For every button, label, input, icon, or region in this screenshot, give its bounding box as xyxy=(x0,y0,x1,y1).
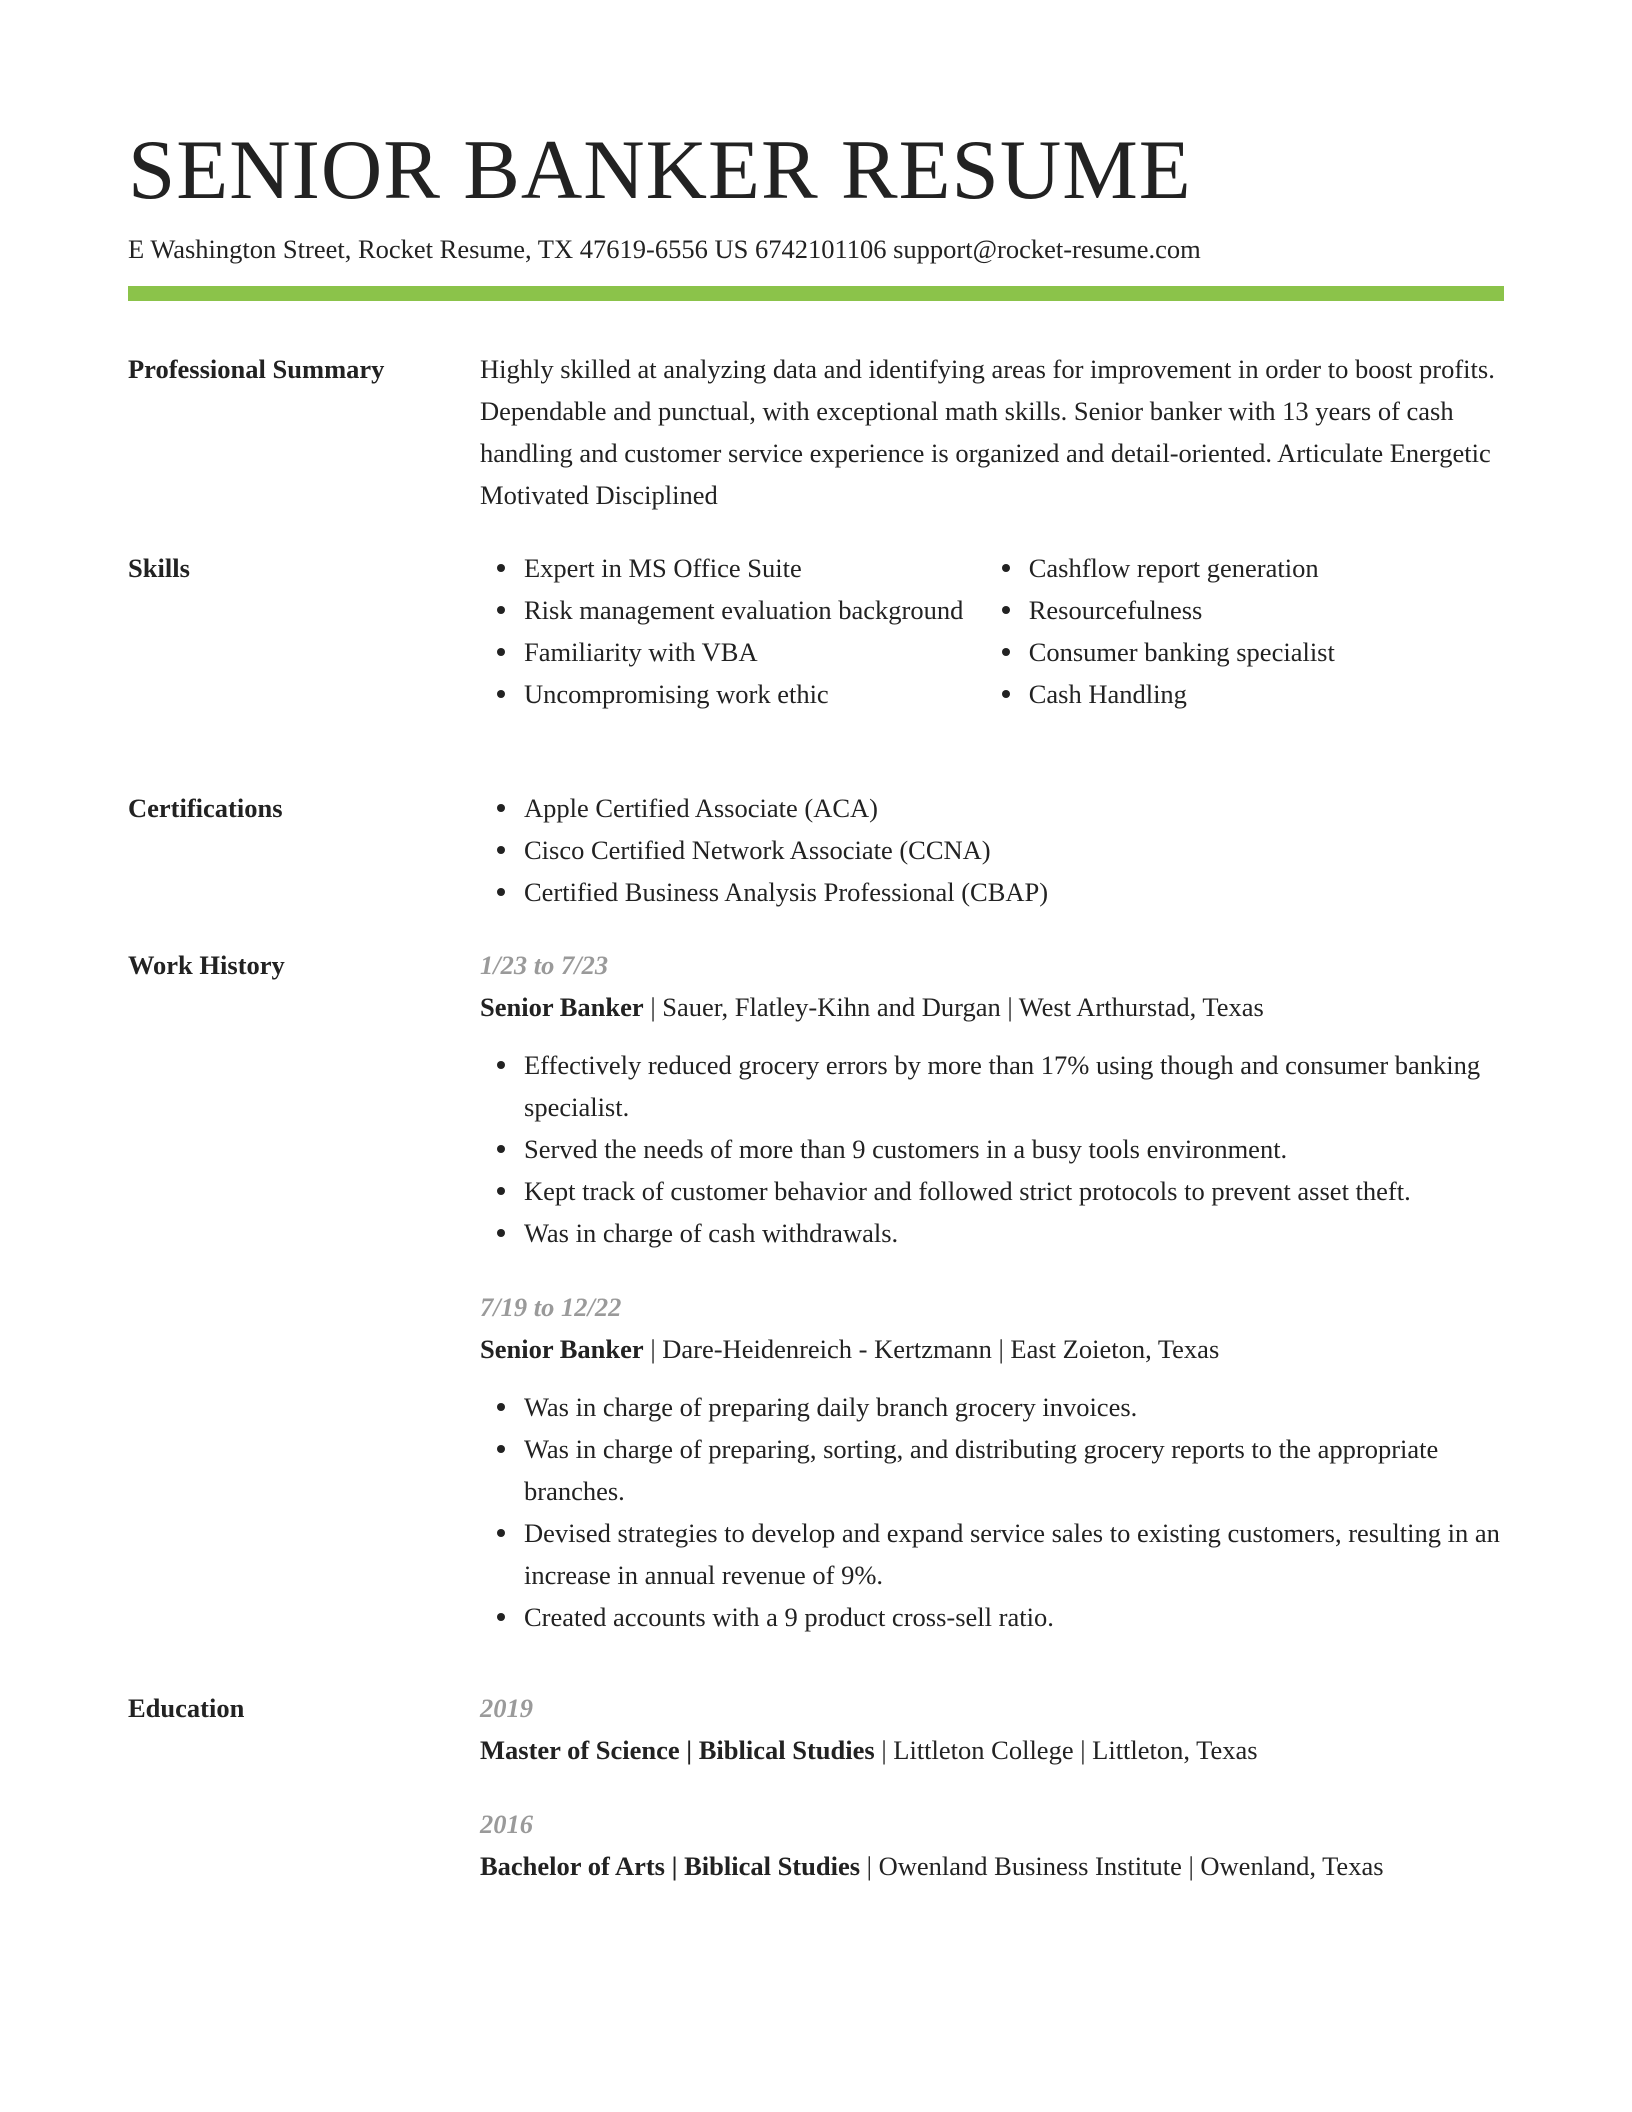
job-entry xyxy=(480,1286,1504,1638)
contact-line: E Washington Street, Rocket Resume, TX 47619-6556 US 6742101106 support@rocket-resume.com xyxy=(128,234,1201,264)
job-bullet: Was in charge of cash withdrawals. xyxy=(524,1212,1504,1254)
skill-item: Resourcefulness xyxy=(1029,589,1504,631)
job-bullets xyxy=(480,1044,1504,1254)
skills-column-right xyxy=(985,547,1504,715)
job-bullet: Created accounts with a 9 product cross-sell ratio. xyxy=(524,1596,1504,1638)
job-heading xyxy=(480,986,1504,1028)
skill-item: Risk management evaluation background xyxy=(524,589,985,631)
skills-column-left xyxy=(480,547,985,715)
job-bullet: Kept track of customer behavior and followed strict protocols to prevent asset theft. xyxy=(524,1170,1504,1212)
education-list xyxy=(480,1687,1504,1887)
job-bullet: Devised strategies to develop and expand service sales to existing customers, resulting in an increase in annual revenue of 9%. xyxy=(524,1512,1504,1596)
education-heading xyxy=(480,1845,1504,1887)
job-bullet: Served the needs of more than 9 customers in a busy tools environment. xyxy=(524,1128,1504,1170)
summary-text: Highly skilled at analyzing data and identifying areas for improvement in order to boost profits. Dependable and punctual, with exceptional math skills. Senior banker with 13 years of cash handling and customer service experience is organized and detail-oriented. Articulate Energetic Motivated Disciplined xyxy=(480,354,1495,510)
skill-item: Familiarity with VBA xyxy=(524,631,985,673)
certification-item: Cisco Certified Network Associate (CCNA) xyxy=(524,829,1504,871)
summary-label: Professional Summary xyxy=(128,354,385,384)
education-details: | Littleton College | Littleton, Texas xyxy=(874,1735,1258,1765)
job-date: 1/23 to 7/23 xyxy=(480,950,609,980)
job-date: 7/19 to 12/22 xyxy=(480,1292,622,1322)
skill-item: Uncompromising work ethic xyxy=(524,673,985,715)
education-label: Education xyxy=(128,1693,245,1723)
certifications-list xyxy=(480,787,1504,913)
resume-title: SENIOR BANKER RESUME xyxy=(128,123,1192,217)
header-divider xyxy=(128,286,1504,301)
education-entry xyxy=(480,1687,1504,1771)
work-history-label: Work History xyxy=(128,950,285,980)
education-date: 2019 xyxy=(480,1693,533,1723)
skills-label: Skills xyxy=(128,553,190,583)
degree-title: Master of Science | Biblical Studies xyxy=(480,1735,875,1765)
job-details: | Dare-Heidenreich - Kertzmann | East Zoieton, Texas xyxy=(643,1334,1220,1364)
job-bullets xyxy=(480,1386,1504,1638)
job-details: | Sauer, Flatley-Kihn and Durgan | West Arthurstad, Texas xyxy=(643,992,1264,1022)
job-heading xyxy=(480,1328,1504,1370)
job-entry xyxy=(480,944,1504,1254)
certification-item: Certified Business Analysis Professional (CBAP) xyxy=(524,871,1504,913)
education-details: | Owenland Business Institute | Owenland, Texas xyxy=(860,1851,1384,1881)
certification-item: Apple Certified Associate (ACA) xyxy=(524,787,1504,829)
degree-title: Bachelor of Arts | Biblical Studies xyxy=(480,1851,861,1881)
job-bullet: Was in charge of preparing, sorting, and distributing grocery reports to the appropriate branches. xyxy=(524,1428,1504,1512)
skills-list xyxy=(480,547,1504,715)
education-date: 2016 xyxy=(480,1809,533,1839)
skill-item: Cash Handling xyxy=(1029,673,1504,715)
job-title: Senior Banker xyxy=(480,992,644,1022)
certifications-label: Certifications xyxy=(128,793,283,823)
education-heading xyxy=(480,1729,1504,1771)
skill-item: Cashflow report generation xyxy=(1029,547,1504,589)
job-bullet: Effectively reduced grocery errors by more than 17% using though and consumer banking specialist. xyxy=(524,1044,1504,1128)
work-history xyxy=(480,944,1504,1638)
job-bullet: Was in charge of preparing daily branch grocery invoices. xyxy=(524,1386,1504,1428)
skill-item: Consumer banking specialist xyxy=(1029,631,1504,673)
education-entry xyxy=(480,1803,1504,1887)
job-title: Senior Banker xyxy=(480,1334,644,1364)
skill-item: Expert in MS Office Suite xyxy=(524,547,985,589)
